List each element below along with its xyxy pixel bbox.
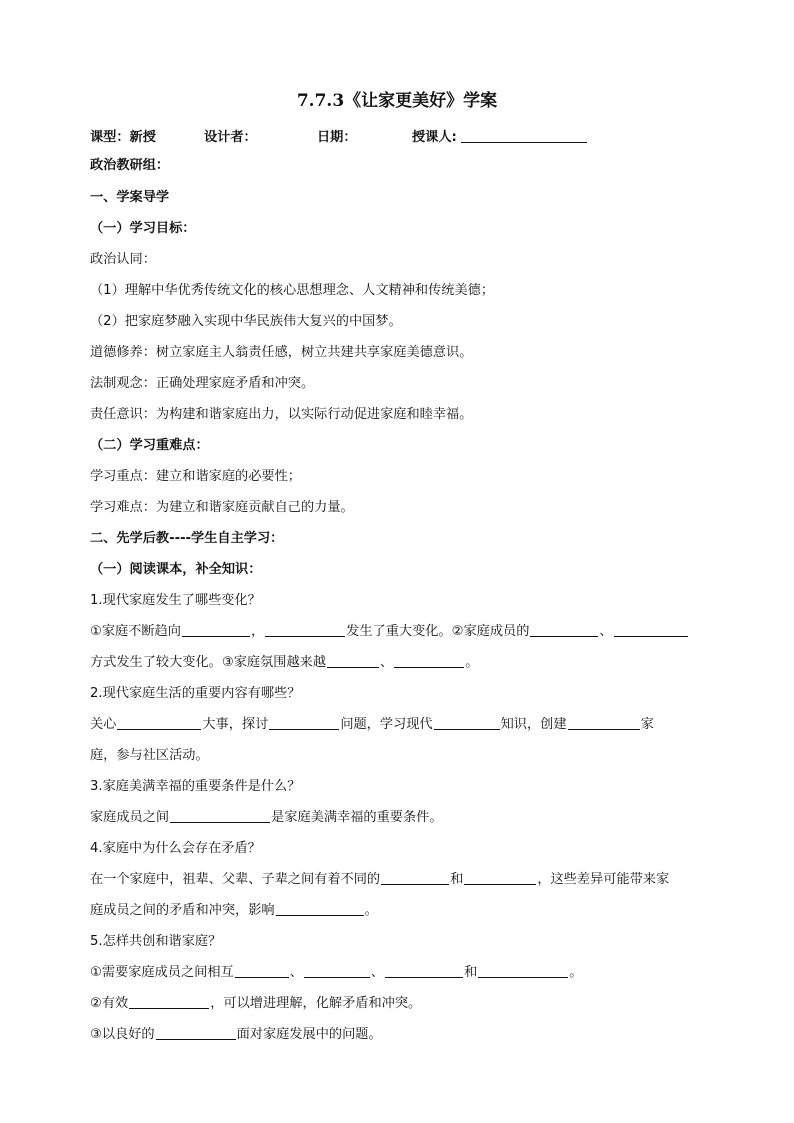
fill-blank[interactable] (304, 963, 370, 978)
teacher-blank[interactable] (461, 128, 587, 143)
fill-blank[interactable] (568, 715, 640, 730)
fill-blank[interactable] (235, 963, 289, 978)
answer-2-line-2: 庭，参与社区活动。 (90, 748, 209, 763)
goals-heading: （一）学习目标： (90, 221, 196, 236)
question-1: 1.现代家庭发生了哪些变化？ (90, 593, 261, 608)
answer-3: 家庭成员之间 是家庭美满幸福的重要条件。 (90, 810, 443, 825)
answer-5-line-3: ③以良好的 面对家庭发展中的问题。 (90, 1027, 382, 1042)
answer-4-line-1: 在一个家庭中，祖辈、父辈、子辈之间有着不同的 和 ，这些差异可能带来家 (90, 872, 670, 887)
fill-blank[interactable] (385, 963, 463, 978)
teacher-label: 授课人: (412, 130, 457, 145)
goal-1: （1）理解中华优秀传统文化的核心思想理念、人文精神和传统美德； (90, 283, 495, 298)
answer-2-line-1: 关心 大事，探讨 问题，学习现代 知识，创建 家 (90, 717, 654, 732)
fill-blank[interactable] (434, 715, 500, 730)
fill-blank[interactable] (327, 653, 379, 668)
goal-2: （2）把家庭梦融入实现中华民族伟大复兴的中国梦。 (90, 314, 402, 329)
fill-blank[interactable] (464, 870, 536, 885)
question-2: 2.现代家庭生活的重要内容有哪些？ (90, 686, 301, 701)
difficulty-point: 学习难点：为建立和谐家庭贡献自己的力量。 (90, 500, 354, 515)
section2-heading: 二、先学后教----学生自主学习： (90, 531, 284, 546)
fill-blank[interactable] (156, 1025, 236, 1040)
teaching-group-label: 政治教研组： (90, 158, 170, 173)
law-goal: 法制观念：正确处理家庭矛盾和冲突。 (90, 376, 315, 391)
fill-blank[interactable] (129, 994, 209, 1009)
answer-5-line-1: ①需要家庭成员之间相互 、 、 和 。 (90, 965, 583, 980)
morality-goal: 道德修养：树立家庭主人翁责任感，树立共建共享家庭美德意识。 (90, 345, 473, 360)
fill-blank[interactable] (478, 963, 568, 978)
key-point: 学习重点：建立和谐家庭的必要性； (90, 469, 301, 484)
fill-blank[interactable] (117, 715, 201, 730)
key-points-heading: （二）学习重难点： (90, 438, 209, 453)
lesson-type-label: 课型：新授 (90, 130, 156, 145)
fill-blank[interactable] (614, 622, 688, 637)
fill-blank[interactable] (170, 808, 270, 823)
answer-1-line-1: ①家庭不断趋向 ， 发生了重大变化。②家庭成员的 、 (90, 622, 710, 642)
responsibility-goal: 责任意识：为构建和谐家庭出力，以实际行动促进家庭和睦幸福。 (90, 407, 473, 422)
fill-blank[interactable] (381, 870, 449, 885)
political-identity: 政治认同： (90, 252, 156, 267)
fill-blank[interactable] (530, 622, 598, 637)
fill-blank[interactable] (276, 901, 364, 916)
answer-1-line-2: 方式发生了较大变化。③家庭氛围越来越 、 。 (90, 655, 479, 670)
fill-blank[interactable] (269, 715, 339, 730)
question-3: 3.家庭美满幸福的重要条件是什么？ (90, 779, 301, 794)
answer-5-line-2: ②有效 ，可以增进理解，化解矛盾和冲突。 (90, 996, 422, 1011)
question-5: 5.怎样共创和谐家庭？ (90, 934, 222, 949)
question-4: 4.家庭中为什么会存在矛盾？ (90, 841, 261, 856)
answer-4-line-2: 庭成员之间的矛盾和冲突，影响 。 (90, 903, 378, 918)
fill-blank[interactable] (394, 653, 464, 668)
page-title: 7.7.3《让家更美好》学案 (296, 91, 498, 111)
date-label: 日期： (317, 130, 357, 145)
fill-blank[interactable] (265, 622, 345, 637)
fill-blank[interactable] (182, 622, 250, 637)
designer-label: 设计者： (204, 130, 257, 145)
section1-heading: 一、学案导学 (90, 190, 170, 205)
read-heading: （一）阅读课本，补全知识： (90, 562, 262, 577)
